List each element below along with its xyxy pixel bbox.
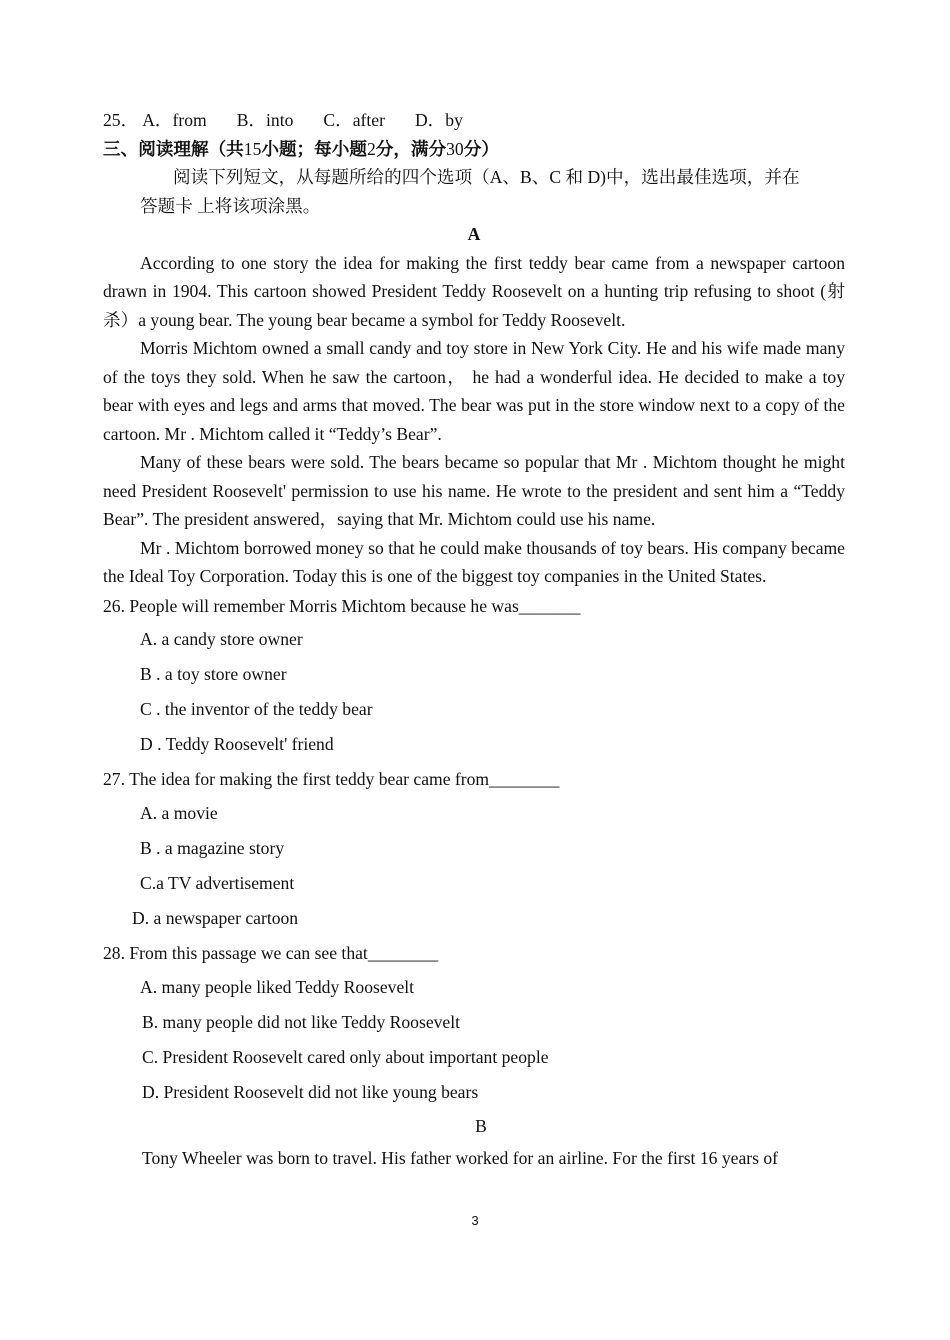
question-stem: 26. People will remember Morris Michtom because he was_______ — [103, 595, 581, 616]
option-b: B. many people did not like Teddy Roosevelt — [142, 1011, 461, 1032]
passage-a-heading: A — [467, 224, 481, 244]
option-d: D．by — [414, 110, 463, 130]
option-c: C . the inventor of the teddy bear — [140, 698, 373, 719]
question-number: 25． — [103, 110, 139, 130]
option-a: A. a movie — [140, 802, 218, 823]
exam-page — [103, 106, 845, 1174]
option-a: A. a candy store owner — [140, 628, 303, 649]
passage-a-paragraph-2: Morris Michtom owned a small candy and toy store in New York City. He and his wife made many of the toys they sold. When he saw the cartoon， he had a wonderful idea. He decided to make a toy bear with eyes and legs and arms that moved. The bear was put in the store window next to a copy of the cartoon. Mr . Michtom called it “Teddy’s Bear”. — [103, 338, 845, 444]
passage-a-paragraph-3: Many of these bears were sold. The bears became so popular that Mr . Michtom thought he might need President Roosevelt' permission to use his name. He wrote to the president and sent him a “Teddy Bear”. The president answered，saying that Mr. Michtom could use his name. — [103, 452, 845, 529]
question-stem: 28. From this passage we can see that________ — [103, 942, 439, 963]
option-d: D. a newspaper cartoon — [132, 907, 299, 928]
instruction-line-2: 答题卡 上将该项涂黑。 — [140, 195, 321, 216]
option-c: C．after — [323, 110, 385, 130]
option-d: D. President Roosevelt did not like young bears — [142, 1081, 479, 1102]
option-b: B．into — [236, 110, 294, 130]
passage-a-paragraph-1: According to one story the idea for making the first teddy bear came from a newspaper cartoon drawn in 1904. This cartoon showed President Teddy Roosevelt on a hunting trip refusing to shoot (射杀）a young bear. The young bear became a symbol for Teddy Roosevelt. — [103, 252, 845, 330]
section-title-part: 小题；每小题 — [261, 138, 367, 159]
option-b: B . a magazine story — [140, 837, 285, 858]
option-d: D . Teddy Roosevelt' friend — [140, 733, 334, 754]
question-stem: 27. The idea for making the first teddy bear came from________ — [103, 768, 560, 789]
option-c: C.a TV advertisement — [140, 872, 295, 893]
section-title-part: 三、阅读理解（共 — [103, 138, 244, 159]
question-count: 15 — [243, 138, 262, 159]
question-27 — [103, 762, 845, 936]
option-c: C. President Roosevelt cared only about important people — [142, 1046, 549, 1067]
question-28 — [103, 936, 845, 1110]
option-b: B . a toy store owner — [140, 663, 287, 684]
section-title-part: 分，满分 — [375, 138, 447, 159]
option-a: A. many people liked Teddy Roosevelt — [140, 976, 415, 997]
passage-a-paragraph-4: Mr . Michtom borrowed money so that he could make thousands of toy bears. His company became the Ideal Toy Corporation. Today this is one of the biggest toy companies in the United States. — [103, 537, 845, 586]
instruction-line-1: 阅读下列短文，从每题所给的四个选项（A、B、C 和 D)中，选出最佳选项，并在 — [173, 167, 800, 187]
question-26 — [103, 591, 845, 762]
passage-b-heading: B — [475, 1115, 487, 1136]
section-title-part: 分） — [463, 138, 499, 159]
option-a: A．from — [142, 110, 207, 130]
section-title — [103, 135, 845, 164]
question-25 — [103, 106, 845, 135]
page-number: 3 — [471, 1213, 479, 1228]
total-points: 30 — [446, 138, 464, 159]
points-each: 2 — [366, 138, 376, 159]
passage-b-first-line: Tony Wheeler was born to travel. His father worked for an airline. For the first 16 years of — [142, 1147, 779, 1168]
